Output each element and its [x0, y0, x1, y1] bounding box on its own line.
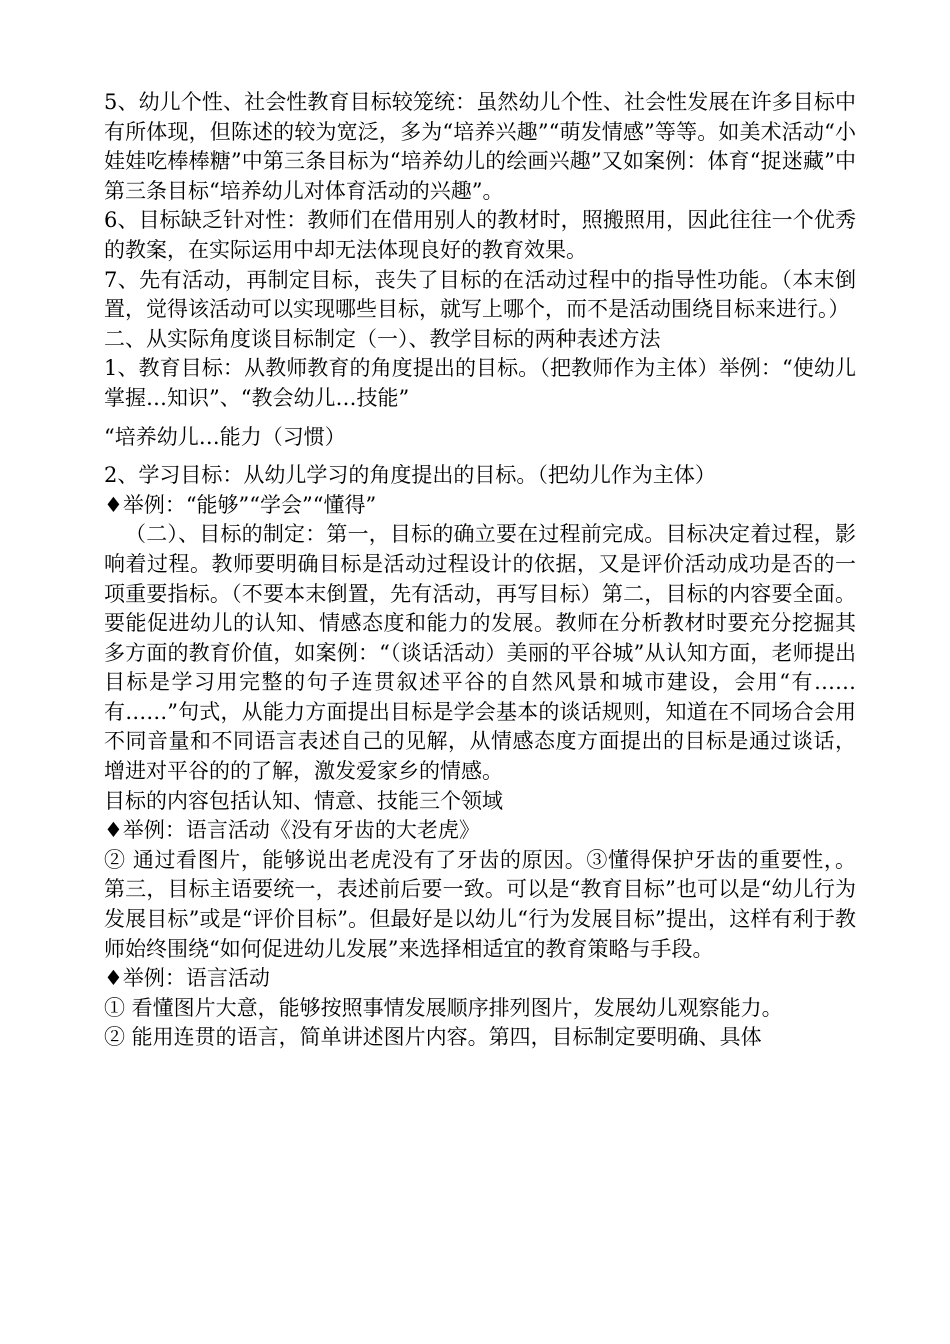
paragraph-example-tiger: ♦举例：语言活动《没有牙齿的大老虎》 [104, 818, 480, 843]
paragraph-goal-domains: 目标的内容包括认知、情意、技能三个领域 [104, 788, 503, 813]
document-body [104, 88, 856, 1053]
paragraph-learning-goal: 2、学习目标：从幼儿学习的角度提出的目标。（把幼儿作为主体） [104, 463, 716, 488]
paragraph-example-language: ♦举例：语言活动 [104, 966, 270, 991]
paragraph-item-5: 5、幼儿个性、社会性教育目标较笼统：虽然幼儿个性、社会性发展在许多目标中有所体现，但陈述的较为宽泛，多为“培养兴趣”“萌发情感”等等。如美术活动“小娃娃吃棒棒糖”中第三条目标为“培养幼儿的绘画兴趣”又如案例：体育“捉迷藏”中第三条目标“培养幼儿对体育活动的兴趣”。 [104, 90, 856, 203]
paragraph-item-6: 6、目标缺乏针对性：教师们在借用别人的教材时，照搬照用，因此往往一个优秀的教案，在实际运用中却无法体现良好的教育效果。 [104, 208, 856, 262]
paragraph-item-7: 7、先有活动，再制定目标，丧失了目标的在活动过程中的指导性功能。（本末倒置，觉得该活动可以实现哪些目标，就写上哪个，而不是活动围绕目标来进行。） [104, 267, 856, 322]
paragraph-goal-setting: （二）、目标的制定：第一，目标的确立要在过程前完成。目标决定着过程，影响着过程。教师要明确目标是活动过程设计的依据，又是评价活动成功是否的一项重要指标。（不要本末倒置，先有活动，再写目标）第二，目标的内容要全面。要能促进幼儿的认知、情感态度和能力的发展。教师在分析教材时要充分挖掘其多方面的教育价值，如案例：“（谈话活动）美丽的平谷城”从认知方面，老师提出目标是学习用完整的句子连贯叙述平谷的自然风景和城市建设，会用“有……有……”句式，从能力方面提出目标是学会基本的谈话规则，知道在不同场合会用不同音量和不同语言表述自己的见解，从情感态度方面提出的目标是通过谈话，增进对平谷的的了解，激发爱家乡的情感。 [104, 522, 856, 784]
section-heading-two: 二、从实际角度谈目标制定（一）、教学目标的两种表述方法 [104, 326, 661, 351]
paragraph-ability-goal: “培养幼儿…能力（习惯） [104, 424, 346, 449]
paragraph-example-verbs: ♦举例：“能够”“学会”“懂得” [104, 492, 377, 517]
paragraph-goal-item-1: ① 看懂图片大意，能够按照事情发展顺序排列图片，发展幼儿观察能力。 [104, 995, 783, 1020]
paragraph-goal-subject: ② 通过看图片，能够说出老虎没有了牙齿的原因。③懂得保护牙齿的重要性，。第三，目标主语要统一，表述前后要一致。可以是“教育目标”也可以是“幼儿行为发展目标”或是“评价目标”。但最好是以幼儿“行为发展目标”提出，这样有利于教师始终围绕“如何促进幼儿发展”来选择相适宜的教育策略与手段。 [104, 847, 856, 961]
paragraph-goal-item-2: ② 能用连贯的语言，简单讲述图片内容。第四，目标制定要明确、具体 [104, 1025, 762, 1050]
paragraph-education-goal: 1、教育目标：从教师教育的角度提出的目标。（把教师作为主体）举例：“使幼儿掌握…知识”、“教会幼儿…技能” [104, 356, 856, 410]
